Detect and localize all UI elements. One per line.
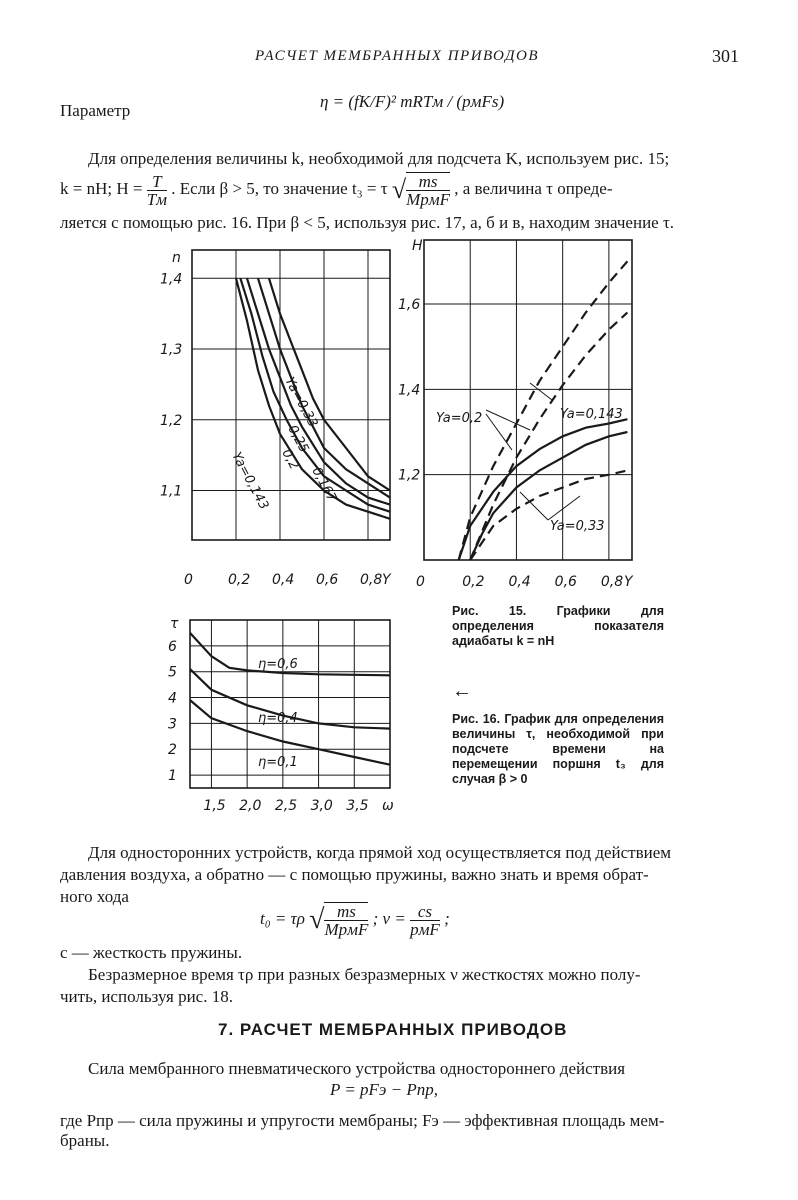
series-line-4 xyxy=(470,470,627,560)
paragraph-2-line-1: Для односторонних устройств, когда прямой ход осуществляется под действием xyxy=(88,843,672,862)
x-tick-label: 2,0 xyxy=(239,798,262,814)
x-tick-label: 0,4 xyxy=(508,574,531,590)
y-tick-label: 1 xyxy=(168,768,177,785)
series-line-3 xyxy=(470,432,627,560)
section-title: 7. РАСЧЕТ МЕМБРАННЫХ ПРИВОДОВ xyxy=(218,1020,568,1039)
curve-label-ya02: 0,2 xyxy=(278,446,302,473)
y-axis-label: τ xyxy=(170,616,179,632)
y-tick-label: 5 xyxy=(168,664,177,681)
y-tick-label: 1,4 xyxy=(398,382,421,399)
y-tick-label: 6 xyxy=(168,638,177,655)
x-tick-label: 0,2 xyxy=(228,572,251,588)
x-tick-label: 0,4 xyxy=(272,572,295,588)
leader-line xyxy=(520,492,548,520)
sqrt-fraction: $\frac{ms}{\text{MpмF}}$ xyxy=(406,172,450,209)
curve-label-ya02: Ya=0,2 xyxy=(436,411,483,426)
sqrt-symbol-2: √ xyxy=(309,904,325,935)
fig16-caption: Рис. 16. График для определения величины τ, необходимой при подсчете времени на перемещении поршня t₃ для случая β > 0 xyxy=(452,712,664,786)
y-tick-label: 1,4 xyxy=(160,271,183,288)
fraction-cs: $\frac{cs}{\text{pмF}}$ xyxy=(410,901,440,939)
paragraph-1-line-1: Для определения величины k, необходимой для подсчета K, используем рис. 15; xyxy=(88,149,670,168)
y-tick-label: 3 xyxy=(168,716,177,733)
fig15-caption: Рис. 15. Графики для определения показателя адиабаты k = nH xyxy=(452,604,664,648)
y-tick-label: 1,3 xyxy=(160,342,183,359)
left-arrow: ← xyxy=(452,680,472,702)
x-tick-label: ω xyxy=(382,798,394,814)
paragraph-5: Сила мембранного пневматического устройства одностороннего действия xyxy=(88,1059,626,1078)
x-tick-label: 1,5 xyxy=(203,798,226,814)
sqrt-fraction-2: $\frac{ms}{\text{MpмF}}$ xyxy=(324,902,369,939)
curve-label-n01: η=0,1 xyxy=(258,755,298,770)
paragraph-2-line-2: давления воздуха, а обратно — с помощью пружины, важно знать и время обрат- xyxy=(60,865,649,884)
x-tick-label: 0 xyxy=(416,574,425,590)
y-tick-label: 4 xyxy=(168,690,177,707)
para1-beta-text: . Если β > 5, то значение t₃ = τ xyxy=(171,178,388,198)
x-tick-label: 0 xyxy=(184,572,193,588)
x-tick-label: 0,8 xyxy=(360,572,383,588)
fig15-left-plot xyxy=(160,250,392,588)
y-axis-label: H xyxy=(412,238,423,254)
y-tick-label: 1,2 xyxy=(398,467,421,484)
x-tick-label: 2,5 xyxy=(274,798,298,814)
paragraph-3: c — жесткость пружины. xyxy=(60,943,243,962)
running-title: РАСЧЕТ МЕМБРАННЫХ ПРИВОДОВ xyxy=(255,48,539,64)
paragraph-4-line-1: Безразмерное время τρ при разных безразмерных ν жесткостях можно полу- xyxy=(88,965,641,984)
x-tick-label: 0,8 xyxy=(600,574,624,590)
formula-P: P = pFэ − Pпр, xyxy=(330,1080,439,1099)
leader-line xyxy=(486,410,530,430)
fig15-right-plot xyxy=(398,238,634,590)
para1-tau-text: , а величина τ опреде- xyxy=(454,178,613,198)
paragraph-6-line-1: где Pпр — сила пружины и упругости мембраны; Fэ — эффективная площадь мем- xyxy=(60,1111,665,1130)
fraction-T-Tm: $\frac{T}{Tм}$ xyxy=(146,171,168,209)
formula-t0: t₀ = τρ √ $\frac{ms}{\text{MpмF}}$ ; ν = $\frac{cs}{\text{pмF}}$ ; xyxy=(260,901,450,939)
x-tick-label: 0,6 xyxy=(316,572,339,588)
y-tick-label: 1,2 xyxy=(160,412,183,429)
leader-line xyxy=(486,414,512,450)
curve-label-ya0143: Ya=0,143 xyxy=(228,449,272,513)
parameter-formula: η = (fK/F)² mRTм / (pмFs) xyxy=(320,92,505,111)
y-axis-label: n xyxy=(172,250,181,266)
curve-label-n06: η=0,6 xyxy=(258,657,298,672)
para1-k-eq: k = nH; H = xyxy=(60,178,143,198)
y-tick-label: 1,6 xyxy=(398,297,421,313)
x-tick-label: Y xyxy=(624,574,633,590)
x-tick-label: 3,0 xyxy=(310,798,333,814)
page-number: 301 xyxy=(712,46,739,66)
x-tick-label: 0,2 xyxy=(462,574,485,590)
sqrt-symbol: √ xyxy=(391,175,407,204)
leader-line xyxy=(548,496,580,520)
parameter-label: Параметр xyxy=(60,101,131,120)
x-tick-label: 0,6 xyxy=(554,574,577,590)
paragraph-4-line-2: чить, используя рис. 18. xyxy=(60,987,233,1006)
plot-frame xyxy=(424,240,632,560)
x-tick-label: Y xyxy=(382,572,391,588)
y-tick-label: 1,1 xyxy=(160,483,183,500)
curve-label-ya0167: 0,167 xyxy=(308,464,340,505)
curve-label-n04: η=0,4 xyxy=(258,711,298,726)
paragraph-1-line-3: ляется с помощью рис. 16. При β < 5, используя рис. 17, а, б и в, находим значение τ. xyxy=(60,213,675,232)
curve-label-ya033: Ya=0,33 xyxy=(550,519,605,534)
paragraph-6-line-2: браны. xyxy=(60,1131,110,1150)
x-tick-label: 3,5 xyxy=(346,798,369,814)
curve-label-ya025: 0,25 xyxy=(284,422,312,456)
paragraph-2-line-3: ного хода xyxy=(60,887,129,906)
curve-label-ya033: Ya=0,33 xyxy=(281,374,321,431)
y-tick-label: 2 xyxy=(168,742,177,759)
curve-label-ya0143: Ya=0,143 xyxy=(560,407,623,422)
fig16-plot xyxy=(168,616,394,814)
